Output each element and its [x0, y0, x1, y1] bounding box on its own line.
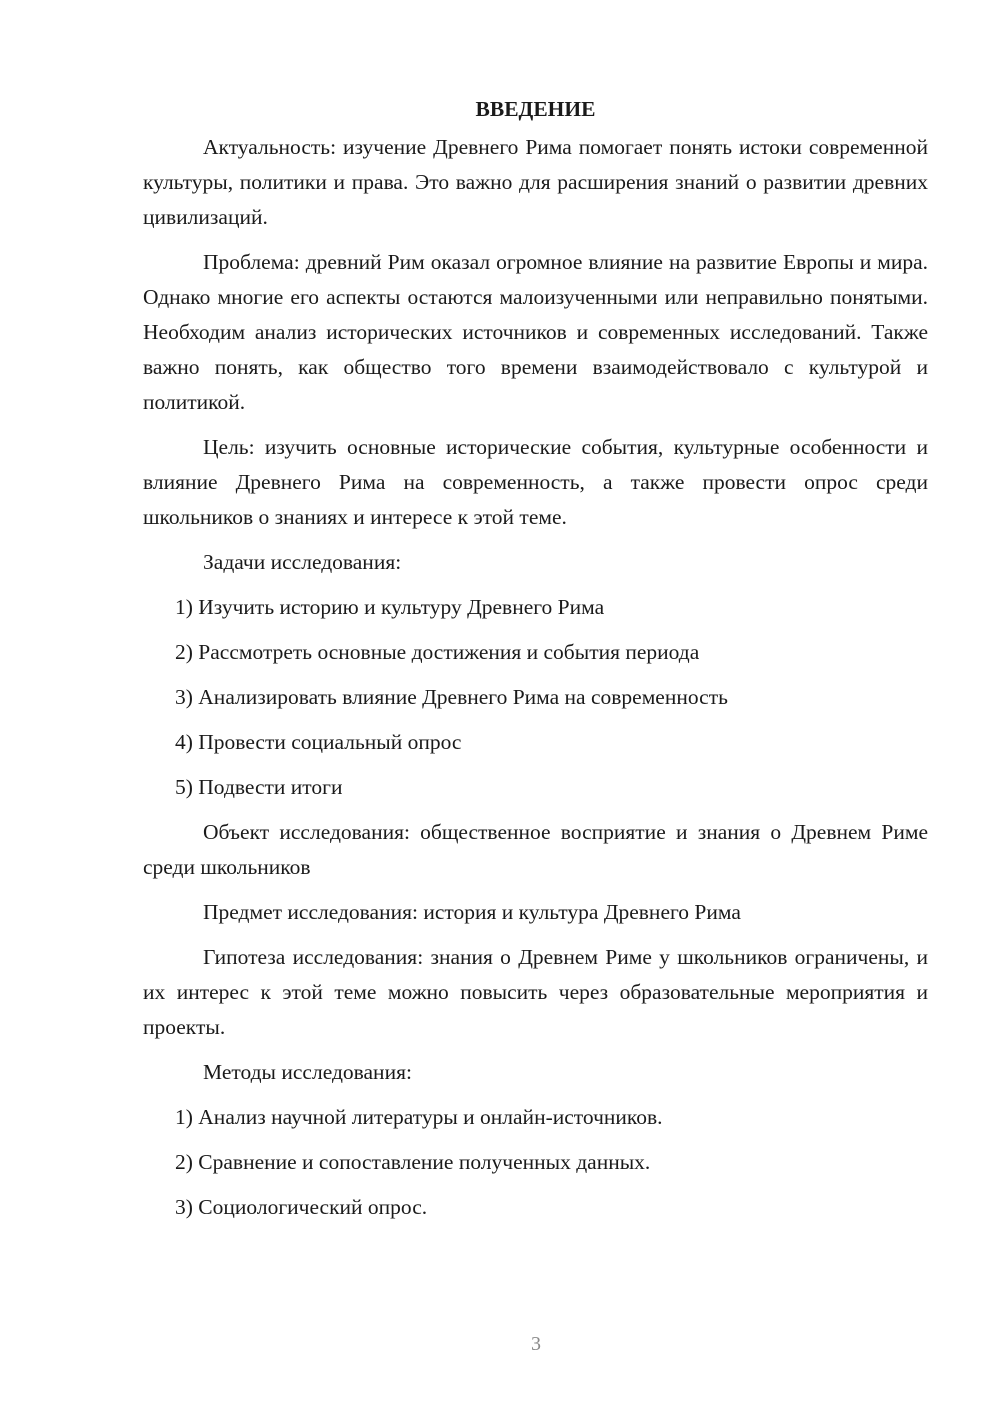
problem-paragraph: Проблема: древний Рим оказал огромное влияние на развитие Европы и мира. Однако многие его аспекты остаются малоизученными или неправильно понятыми. Необходим анализ исторических источников и современных исследований. Также важно понять, как общество того времени взаимодействовало с культурой и политикой. [143, 250, 928, 414]
list-item: 3) Анализировать влияние Древнего Рима на современность [175, 685, 728, 709]
list-item: 2) Рассмотреть основные достижения и события периода [175, 640, 700, 664]
tasks-title: Задачи исследования: [203, 550, 402, 574]
list-item: 1) Изучить историю и культуру Древнего Рима [175, 595, 605, 619]
list-item: 1) Анализ научной литературы и онлайн-источников. [175, 1105, 663, 1129]
methods-list [143, 1100, 928, 1225]
list-item: 2) Сравнение и сопоставление полученных данных. [175, 1150, 651, 1174]
hypothesis-paragraph: Гипотеза исследования: знания о Древнем Риме у школьников ограничены, и их интерес к этой теме можно повысить через образовательные мероприятия и проекты. [143, 945, 928, 1039]
list-item: 5) Подвести итоги [175, 775, 343, 799]
object-paragraph: Объект исследования: общественное восприятие и знания о Древнем Риме среди школьников [143, 820, 928, 879]
document-page [143, 92, 928, 1235]
methods-title: Методы исследования: [203, 1060, 412, 1084]
list-item: 3) Социологический опрос. [175, 1195, 428, 1219]
list-item: 4) Провести социальный опрос [175, 730, 462, 754]
goal-paragraph: Цель: изучить основные исторические события, культурные особенности и влияние Древнего Рима на современность, а также провести опрос среди школьников о знаниях и интересе к этой теме. [143, 435, 928, 529]
relevance-paragraph: Актуальность: изучение Древнего Рима помогает понять истоки современной культуры, политики и права. Это важно для расширения знаний о развитии древних цивилизаций. [143, 135, 928, 229]
subject-paragraph: Предмет исследования: история и культура Древнего Рима [203, 900, 741, 924]
page-number: 3 [531, 1333, 541, 1355]
tasks-list [143, 590, 928, 805]
section-heading: ВВЕДЕНИЕ [475, 97, 596, 121]
